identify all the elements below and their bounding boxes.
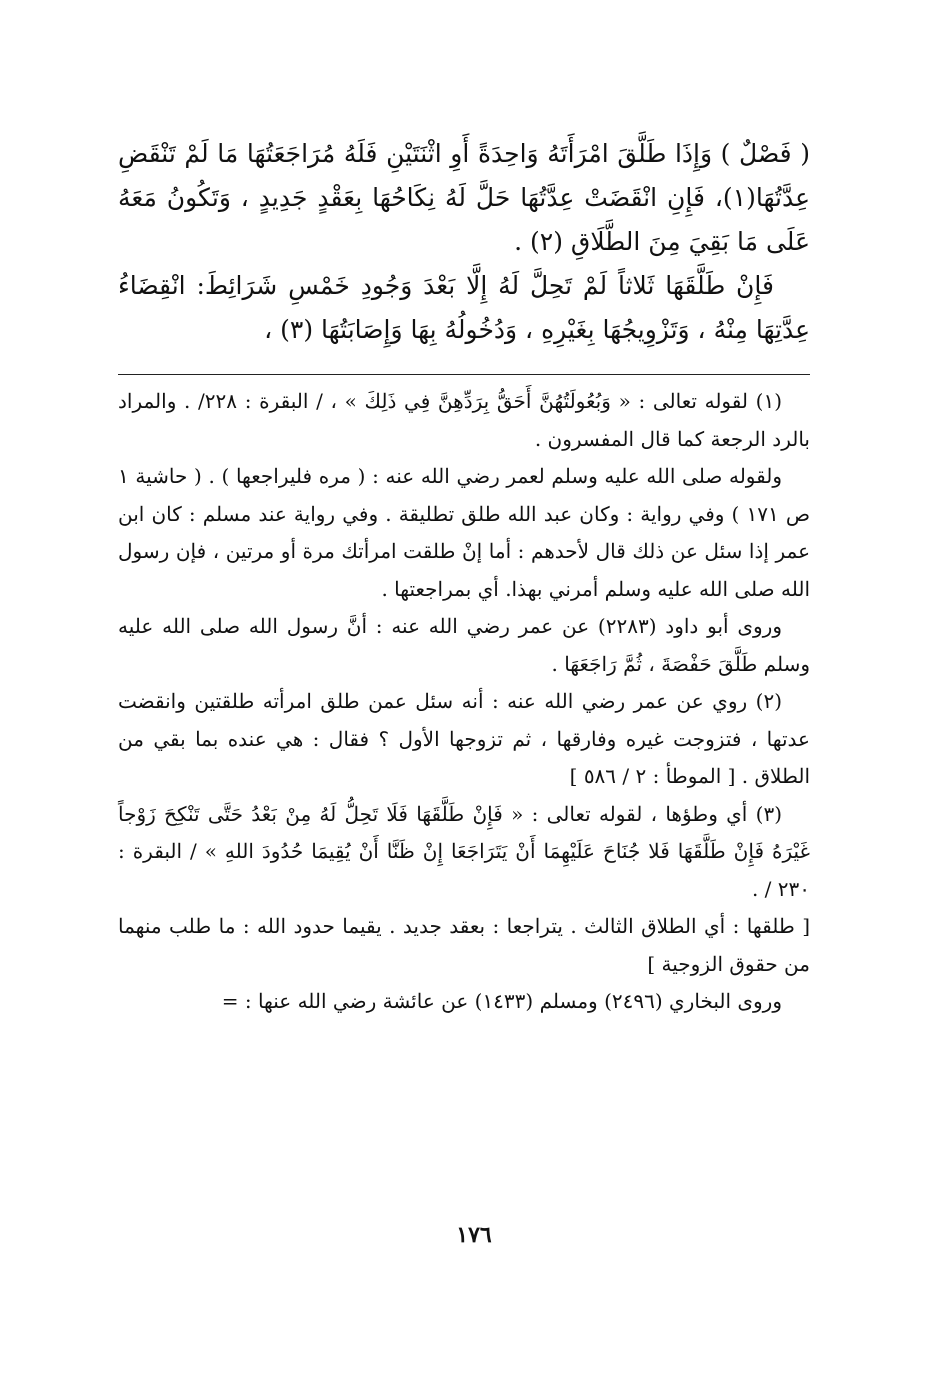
footnotes (118, 383, 810, 1021)
footnote-2: (٢) روي عن عمر رضي الله عنه : أنه سئل عمن طلق امرأته طلقتين وانقضت عدتها ، فتزوجت غيره وفارقها ، ثم تزوجها الأول ؟ فقال : هي عنده بما بقي من الطلاق . [ الموطأ : ٢ / ٥٨٦ ] (118, 689, 810, 788)
footnote-3-part-a: (٣) أي وطؤها ، لقوله تعالى : « فَإِنْ طَلَّقَهَا فَلَا تَحِلُّ لَهُ مِنْ بَعْدُ حَتَّى تَنْكِحَ زَوْجاً غَيْرَهُ فَإِنْ طَلَّقَهَا فَلا جُنَاحَ عَلَيْهِمَا أَنْ يَتَرَاجَعَا إِنْ ظَنَّا أَنْ يُقِيمَا حُدُودَ اللهِ » / البقرة : ٢٣٠ / . (118, 801, 810, 901)
page-number: ١٧٦ (456, 1222, 492, 1248)
footnote-divider (118, 374, 810, 375)
book-page (118, 132, 810, 1021)
main-text (118, 132, 810, 352)
main-paragraph-1: ( فَصْلٌ ) وَإِذَا طَلَّقَ امْرَأَتَهُ وَاحِدَةً أَوِ اثْنَتَيْنِ فَلَهُ مُرَاجَعَتُهَا مَا لَمْ تَنْقَضِ عِدَّتُهَا(١)، فَإِنِ انْقَضَتْ عِدَّتُهَا حَلَّ لَهُ نِكَاحُهَا بِعَقْدٍ جَدِيدٍ ، وَتَكُونُ مَعَهُ عَلَى مَا بَقِيَ مِنَ الطَّلَاقِ (٢) . (118, 139, 810, 256)
footnote-3-part-b: [ طلقها : أي الطلاق الثالث . يتراجعا : بعقد جديد . يقيما حدود الله : ما طلب منهما من حقوق الزوجية ] (118, 914, 810, 976)
footnote-1-part-b: ولقوله صلى الله عليه وسلم لعمر رضي الله عنه : ( مره فليراجعها ) . ( حاشية ١ ص ١٧١ ) وفي رواية : وكان عبد الله طلق تطليقة . وفي رواية عند مسلم : كان ابن عمر إذا سئل عن ذلك قال لأحدهم : أما إنْ طلقت امرأتك مرة أو مرتين ، فإن رسول الله صلى الله عليه وسلم أمرني بهذا. أي بمراجعتها . (118, 464, 811, 601)
footnote-1-part-c: وروى أبو داود (٢٢٨٣) عن عمر رضي الله عنه : أنَّ رسول الله صلى الله عليه وسلم طَلَّقَ حَفْصَةَ ، ثُمَّ رَاجَعَهَا . (118, 614, 810, 676)
main-paragraph-2: فَإِنْ طَلَّقَهَا ثَلاثاً لَمْ تَحِلَّ لَهُ إِلَّا بَعْدَ وَجُودِ خَمْسِ شَرَائِطَ: انْقِضَاءُ عِدَّتِهَا مِنْهُ ، وَتَزْوِيجُهَا بِغَيْرِهِ ، وَدُخُولُهُ بِهَا وَإِصَابَتُهَا (٣) ، (118, 271, 810, 344)
footnote-3-part-c: وروى البخاري (٢٤٩٦) ومسلم (١٤٣٣) عن عائشة رضي الله عنها : = (221, 989, 782, 1013)
footnote-1-part-a: (١) لقوله تعالى : « وَبُعُولَتُهُنَّ أَحَقُّ بِرَدِّهِنَّ فِي ذَلِكَ » ، / البقرة : ٢٢٨/ . والمراد بالرد الرجعة كما قال المفسرون . (118, 389, 810, 451)
